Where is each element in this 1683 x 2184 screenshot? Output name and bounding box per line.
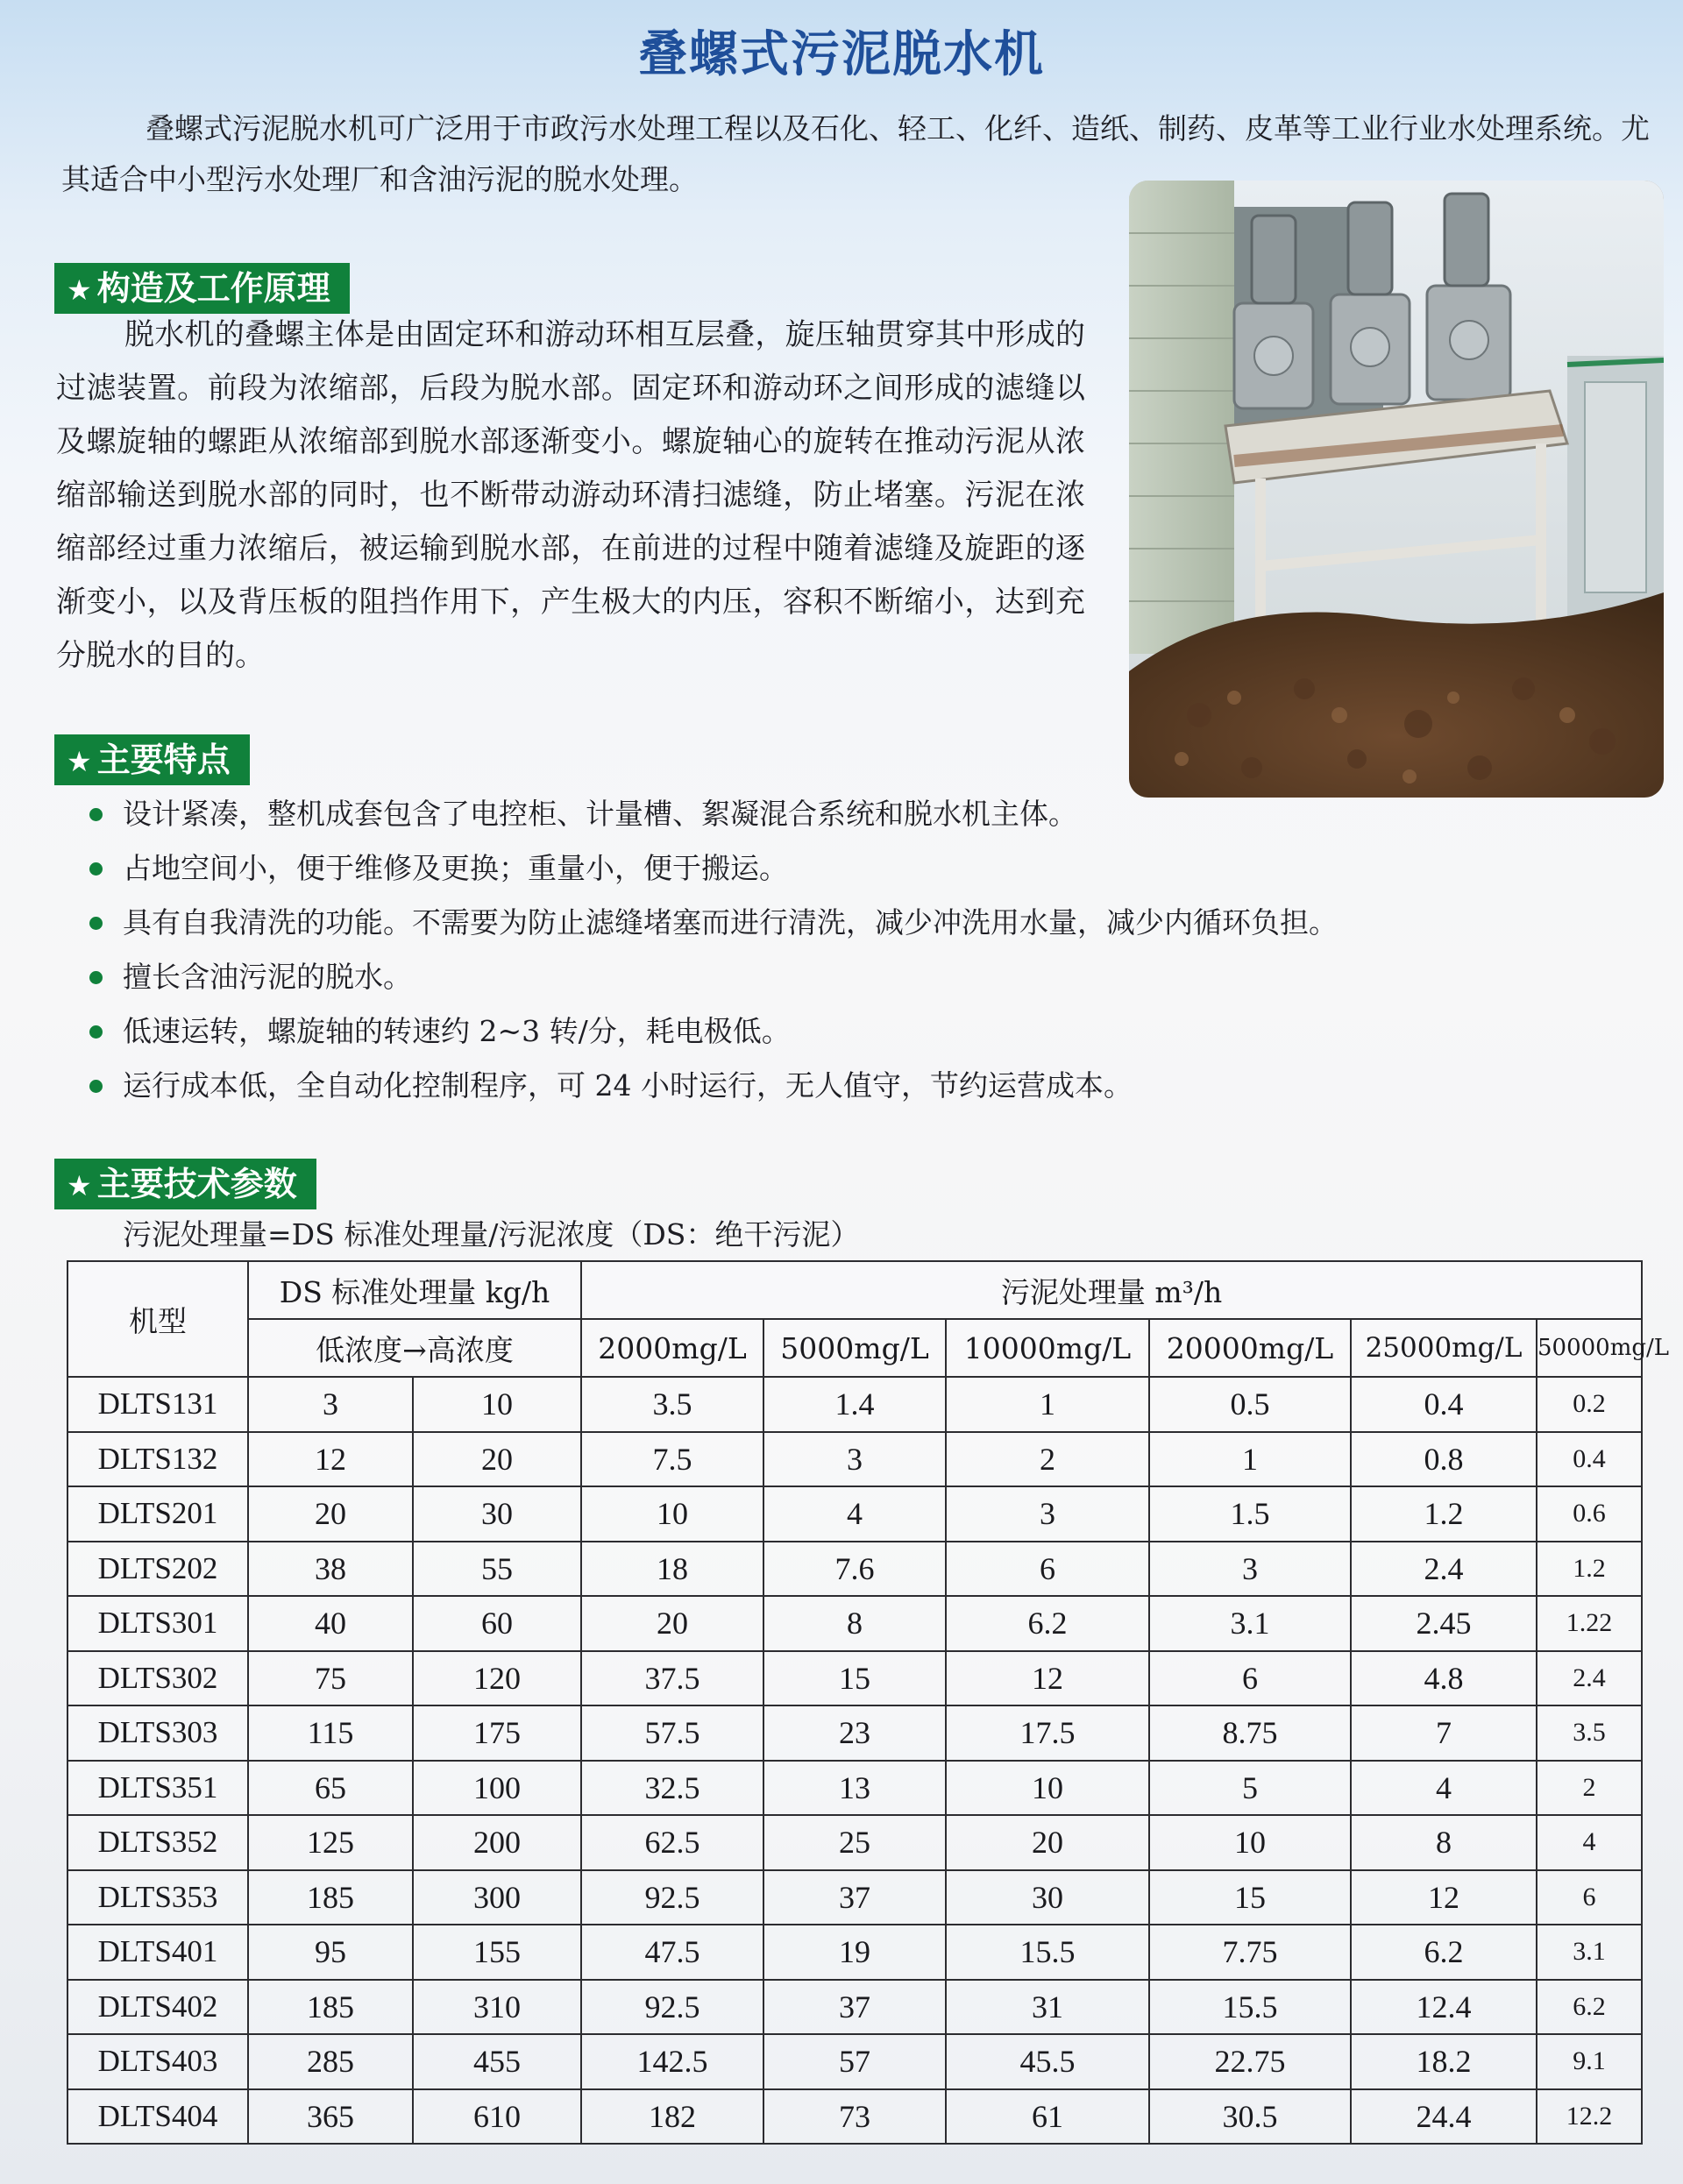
header-concentration: 2000mg/L	[581, 1319, 763, 1377]
table-cell: 115	[248, 1705, 413, 1761]
section-heading-text: 主要特点	[96, 741, 231, 779]
table-cell: 7.5	[581, 1432, 763, 1487]
table-cell: 20	[413, 1432, 581, 1487]
table-cell: 4.8	[1351, 1651, 1537, 1706]
table-cell: 32.5	[581, 1761, 763, 1816]
formula-note: 污泥处理量=DS 标准处理量/污泥浓度（DS：绝干污泥）	[123, 1217, 860, 1252]
list-item: 低速运转，螺旋轴的转速约 2~3 转/分，耗电极低。	[123, 1004, 1665, 1059]
model-cell: DLTS303	[67, 1705, 248, 1761]
table-cell: 25	[763, 1815, 946, 1870]
list-item: 擅长含油污泥的脱水。	[123, 950, 1665, 1004]
table-cell: 0.4	[1537, 1432, 1642, 1487]
table-cell: 40	[248, 1596, 413, 1651]
table-cell: 15	[763, 1651, 946, 1706]
table-cell: 30	[413, 1486, 581, 1542]
table-cell: 0.4	[1351, 1377, 1537, 1432]
table-cell: 38	[248, 1542, 413, 1597]
table-row	[67, 1761, 1642, 1816]
table-cell: 0.8	[1351, 1432, 1537, 1487]
header-ds-standard: DS 标准处理量 kg/h	[248, 1261, 581, 1319]
bullet-dot-icon	[89, 971, 103, 984]
table-cell: 155	[413, 1925, 581, 1980]
model-cell: DLTS131	[67, 1377, 248, 1432]
table-row	[67, 2034, 1642, 2089]
table-cell: 0.5	[1149, 1377, 1351, 1432]
bullet-dot-icon	[89, 1080, 103, 1093]
model-cell: DLTS201	[67, 1486, 248, 1542]
table-cell: 8.75	[1149, 1705, 1351, 1761]
table-cell: 55	[413, 1542, 581, 1597]
table-cell: 125	[248, 1815, 413, 1870]
table-cell: 1.22	[1537, 1596, 1642, 1651]
table-cell: 17.5	[946, 1705, 1149, 1761]
table-cell: 62.5	[581, 1815, 763, 1870]
table-cell: 13	[763, 1761, 946, 1816]
bullet-dot-icon	[89, 808, 103, 821]
table-cell: 185	[248, 1980, 413, 2035]
table-cell: 6	[1149, 1651, 1351, 1706]
table-cell: 61	[946, 2089, 1149, 2145]
table-cell: 1	[1149, 1432, 1351, 1487]
table-cell: 4	[1351, 1761, 1537, 1816]
table-cell: 95	[248, 1925, 413, 1980]
table-cell: 15.5	[946, 1925, 1149, 1980]
table-cell: 12	[248, 1432, 413, 1487]
table-row	[67, 1651, 1642, 1706]
table-cell: 10	[413, 1377, 581, 1432]
star-icon: ★	[67, 273, 92, 307]
table-cell: 6.2	[1351, 1925, 1537, 1980]
table-cell: 3	[248, 1377, 413, 1432]
table-cell: 3.5	[1537, 1705, 1642, 1761]
header-model: 机型	[67, 1261, 248, 1377]
section-header-params	[54, 1159, 316, 1209]
table-cell: 37	[763, 1980, 946, 2035]
table-cell: 3	[763, 1432, 946, 1487]
table-cell: 10	[946, 1761, 1149, 1816]
model-cell: DLTS302	[67, 1651, 248, 1706]
list-item: 运行成本低，全自动化控制程序，可 24 小时运行，无人值守，节约运营成本。	[123, 1059, 1665, 1113]
table-cell: 47.5	[581, 1925, 763, 1980]
table-cell: 57	[763, 2034, 946, 2089]
list-item: 设计紧凑，整机成套包含了电控柜、计量槽、絮凝混合系统和脱水机主体。	[123, 787, 1665, 841]
table-cell: 120	[413, 1651, 581, 1706]
features-list	[123, 787, 1665, 1113]
table-cell: 10	[1149, 1815, 1351, 1870]
model-cell: DLTS401	[67, 1925, 248, 1980]
table-cell: 1	[946, 1377, 1149, 1432]
table-cell: 60	[413, 1596, 581, 1651]
dewatering-machine-illustration	[1129, 181, 1664, 798]
table-cell: 1.2	[1537, 1542, 1642, 1597]
table-cell: 182	[581, 2089, 763, 2145]
table-cell: 310	[413, 1980, 581, 2035]
section-header-principle	[54, 263, 350, 314]
table-cell: 8	[1351, 1815, 1537, 1870]
table-row	[67, 1815, 1642, 1870]
table-cell: 18	[581, 1542, 763, 1597]
table-cell: 45.5	[946, 2034, 1149, 2089]
table-row	[67, 1596, 1642, 1651]
table-cell: 365	[248, 2089, 413, 2145]
table-cell: 2.4	[1351, 1542, 1537, 1597]
table-cell: 22.75	[1149, 2034, 1351, 2089]
table-cell: 6	[946, 1542, 1149, 1597]
table-cell: 3.5	[581, 1377, 763, 1432]
table-cell: 6.2	[1537, 1980, 1642, 2035]
table-cell: 24.4	[1351, 2089, 1537, 2145]
page-title: 叠螺式污泥脱水机	[638, 26, 1045, 83]
model-cell: DLTS202	[67, 1542, 248, 1597]
section-heading-text: 主要技术参数	[96, 1165, 297, 1203]
parameters-table	[67, 1260, 1670, 2145]
table-cell: 15	[1149, 1870, 1351, 1925]
table-cell: 23	[763, 1705, 946, 1761]
section-heading-text: 构造及工作原理	[96, 269, 330, 308]
product-photo	[1129, 181, 1664, 798]
table-cell: 8	[763, 1596, 946, 1651]
principle-paragraph: 脱水机的叠螺主体是由固定环和游动环相互层叠，旋压轴贯穿其中形成的过滤装置。前段为浓缩部，后段为脱水部。固定环和游动环之间形成的滤缝以及螺旋轴的螺距从浓缩部到脱水部逐渐变小。螺旋轴心的旋转在推动污泥从浓缩部输送到脱水部的同时，也不断带动游动环清扫滤缝，防止堵塞。污泥在浓缩部经过重力浓缩后，被运输到脱水部，在前进的过程中随着滤缝及旋距的逐渐变小，以及背压板的阻挡作用下，产生极大的内压，容积不断缩小，达到充分脱水的目的。	[56, 317, 1085, 673]
header-concentration: 25000mg/L	[1351, 1319, 1537, 1377]
bullet-dot-icon	[89, 917, 103, 930]
table-cell: 37	[763, 1870, 946, 1925]
table-cell: 1.2	[1351, 1486, 1537, 1542]
intro-paragraph: 叠螺式污泥脱水机可广泛用于市政污水处理工程以及石化、轻工、化纤、造纸、制药、皮革等工业行业水处理系统。尤其适合中小型污水处理厂和含油污泥的脱水处理。	[61, 111, 1650, 196]
table-row	[67, 1870, 1642, 1925]
model-cell: DLTS301	[67, 1596, 248, 1651]
table-cell: 3	[1149, 1542, 1351, 1597]
table-row	[67, 1432, 1642, 1487]
header-ds-concentration-range: 低浓度→高浓度	[248, 1319, 581, 1377]
table-cell: 18.2	[1351, 2034, 1537, 2089]
table-cell: 285	[248, 2034, 413, 2089]
table-cell: 20	[248, 1486, 413, 1542]
model-cell: DLTS132	[67, 1432, 248, 1487]
table-cell: 7	[1351, 1705, 1537, 1761]
table-cell: 9.1	[1537, 2034, 1642, 2089]
table-cell: 30.5	[1149, 2089, 1351, 2145]
table-cell: 2.4	[1537, 1651, 1642, 1706]
header-concentration: 50000mg/L	[1537, 1319, 1642, 1377]
table-cell: 1.5	[1149, 1486, 1351, 1542]
section-header-features	[54, 734, 250, 785]
table-cell: 6	[1537, 1870, 1642, 1925]
table-cell: 92.5	[581, 1870, 763, 1925]
table-cell: 3.1	[1537, 1925, 1642, 1980]
table-cell: 75	[248, 1651, 413, 1706]
header-concentration: 20000mg/L	[1149, 1319, 1351, 1377]
table-cell: 0.6	[1537, 1486, 1642, 1542]
table-cell: 15.5	[1149, 1980, 1351, 2035]
header-concentration: 10000mg/L	[946, 1319, 1149, 1377]
model-cell: DLTS403	[67, 2034, 248, 2089]
table-row	[67, 1925, 1642, 1980]
table-cell: 20	[946, 1815, 1149, 1870]
table-row	[67, 2089, 1642, 2145]
table-cell: 57.5	[581, 1705, 763, 1761]
table-cell: 20	[581, 1596, 763, 1651]
bullet-dot-icon	[89, 1025, 103, 1039]
table-cell: 19	[763, 1925, 946, 1980]
table-cell: 7.6	[763, 1542, 946, 1597]
table-cell: 455	[413, 2034, 581, 2089]
table-cell: 12.2	[1537, 2089, 1642, 2145]
table-cell: 1.4	[763, 1377, 946, 1432]
table-cell: 12	[1351, 1870, 1537, 1925]
table-cell: 610	[413, 2089, 581, 2145]
table-cell: 185	[248, 1870, 413, 1925]
list-item: 占地空间小，便于维修及更换；重量小，便于搬运。	[123, 841, 1665, 896]
table-cell: 31	[946, 1980, 1149, 2035]
star-icon: ★	[67, 745, 92, 778]
table-cell: 2	[946, 1432, 1149, 1487]
table-cell: 6.2	[946, 1596, 1149, 1651]
table-cell: 100	[413, 1761, 581, 1816]
table-cell: 3	[946, 1486, 1149, 1542]
table-cell: 4	[1537, 1815, 1642, 1870]
header-sludge-capacity: 污泥处理量 m³/h	[581, 1261, 1642, 1319]
table-cell: 12	[946, 1651, 1149, 1706]
table-cell: 2	[1537, 1761, 1642, 1816]
table-cell: 142.5	[581, 2034, 763, 2089]
table-row	[67, 1705, 1642, 1761]
model-cell: DLTS402	[67, 1980, 248, 2035]
model-cell: DLTS404	[67, 2089, 248, 2145]
table-row	[67, 1377, 1642, 1432]
table-cell: 65	[248, 1761, 413, 1816]
table-cell: 200	[413, 1815, 581, 1870]
bullet-dot-icon	[89, 862, 103, 876]
table-cell: 73	[763, 2089, 946, 2145]
table-cell: 300	[413, 1870, 581, 1925]
header-concentration: 5000mg/L	[763, 1319, 946, 1377]
table-cell: 4	[763, 1486, 946, 1542]
table-row	[67, 1542, 1642, 1597]
table-row	[67, 1486, 1642, 1542]
table-cell: 12.4	[1351, 1980, 1537, 2035]
table-cell: 7.75	[1149, 1925, 1351, 1980]
table-body	[67, 1377, 1642, 2144]
model-cell: DLTS351	[67, 1761, 248, 1816]
table-cell: 2.45	[1351, 1596, 1537, 1651]
table-cell: 37.5	[581, 1651, 763, 1706]
table-cell: 10	[581, 1486, 763, 1542]
model-cell: DLTS352	[67, 1815, 248, 1870]
table-cell: 175	[413, 1705, 581, 1761]
table-cell: 30	[946, 1870, 1149, 1925]
model-cell: DLTS353	[67, 1870, 248, 1925]
table-cell: 0.2	[1537, 1377, 1642, 1432]
list-item: 具有自我清洗的功能。不需要为防止滤缝堵塞而进行清洗，减少冲洗用水量，减少内循环负担。	[123, 896, 1665, 950]
table-cell: 5	[1149, 1761, 1351, 1816]
table-row	[67, 1980, 1642, 2035]
table-cell: 3.1	[1149, 1596, 1351, 1651]
star-icon: ★	[67, 1169, 92, 1202]
table-cell: 92.5	[581, 1980, 763, 2035]
